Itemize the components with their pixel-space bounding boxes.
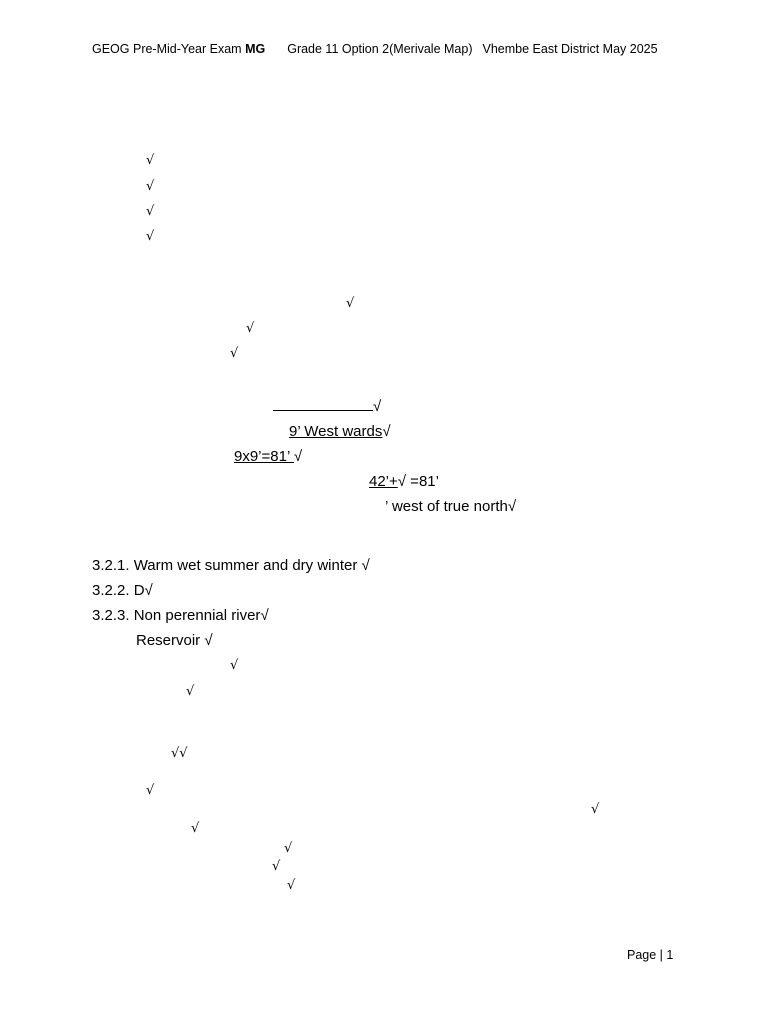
tick-mark: √ (507, 498, 517, 515)
tick-mark: √ (260, 607, 269, 624)
answer-3-2-3-text: 3.2.3. Non perennial river (92, 607, 261, 624)
answer-blank-line (273, 396, 381, 416)
answer-line-true-north (385, 498, 516, 516)
tick-mark: √ (146, 179, 155, 194)
tick-mark: √ (361, 557, 370, 574)
tick-mark: √ (382, 423, 391, 440)
blank-underline (273, 396, 373, 411)
double-tick-mark: √√ (171, 746, 188, 761)
tick-mark: √ (246, 321, 255, 336)
tick-mark: √ (144, 582, 153, 599)
sum-text: 42’+ (369, 473, 398, 490)
header-exam-code: MG (245, 42, 266, 56)
answer-reservoir (136, 632, 213, 650)
answer-3-2-3 (92, 607, 269, 625)
tick-mark: √ (230, 658, 239, 673)
answer-line-west-wards (289, 423, 391, 441)
answer-line-calc (234, 448, 302, 466)
header-exam-title: GEOG Pre-Mid-Year Exam (92, 42, 242, 56)
tick-mark: √ (284, 841, 293, 856)
answer-3-2-2 (92, 582, 153, 600)
tick-mark: √ (346, 296, 355, 311)
calc-text: 9x9’=81’ (234, 448, 294, 465)
tick-mark: √ (230, 346, 239, 361)
answer-3-2-1-text: 3.2.1. Warm wet summer and dry winter (92, 557, 362, 574)
tick-mark: √ (272, 859, 281, 874)
tick-mark: √ (293, 448, 303, 465)
tick-mark: √ (191, 821, 200, 836)
tick-mark: √ (186, 684, 195, 699)
tick-mark: √ (287, 878, 296, 893)
true-north-text: ’ west of true north (385, 498, 508, 515)
tick-mark: √ (373, 398, 382, 415)
reservoir-text: Reservoir (136, 632, 205, 649)
tick-mark: √ (146, 229, 155, 244)
west-wards-text: 9’ West wards (289, 423, 383, 440)
header-district-date: Vhembe East District May 2025 (482, 42, 658, 56)
tick-mark: √ (146, 153, 155, 168)
answer-3-2-1 (92, 557, 370, 575)
page-header (92, 42, 658, 56)
tick-mark: √ (591, 802, 600, 817)
answer-line-sum (338, 473, 439, 491)
tick-mark: √ (146, 783, 155, 798)
tick-mark: √ (397, 473, 407, 490)
header-grade-option: Grade 11 Option 2(Merivale Map) (287, 42, 473, 56)
answer-3-2-2-text: 3.2.2. D (92, 582, 145, 599)
tick-mark: √ (146, 204, 155, 219)
tick-mark: √ (204, 632, 213, 649)
page-number: Page | 1 (627, 948, 674, 962)
sum-result-text: =81’ (406, 473, 439, 490)
